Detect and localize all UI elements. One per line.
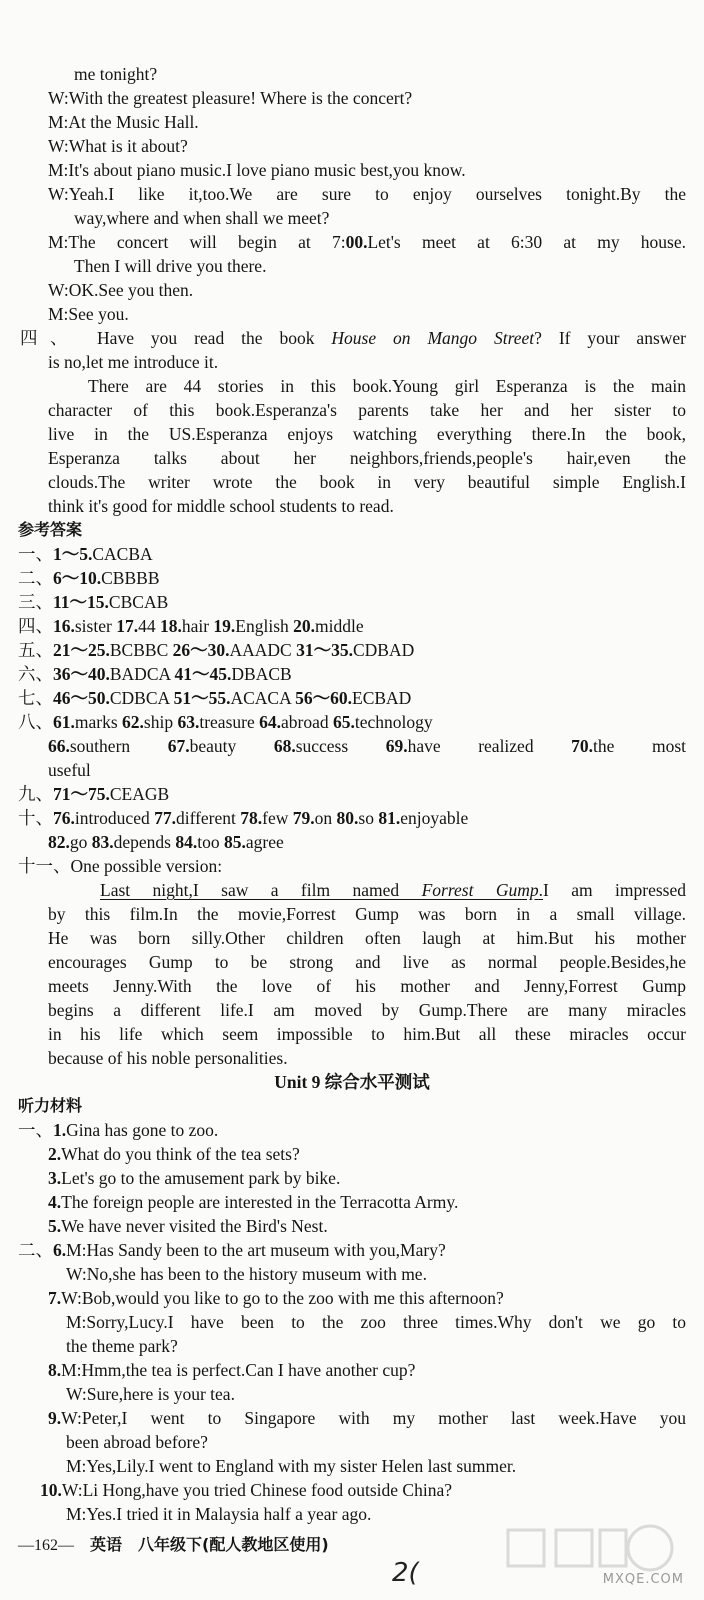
text-line: 7.W:Bob,would you like to go to the zoo with me this afternoon? <box>48 1288 504 1308</box>
text-line: W:Yeah.I like it,too.We are sure to enjoy ourselves tonight.By the <box>48 184 686 204</box>
text-line: been abroad before? <box>66 1432 208 1452</box>
text-line: Last night,I saw a film named Forrest Gump.I am impressed <box>100 880 686 900</box>
text-line: 二、6～10.CBBBB <box>18 568 160 588</box>
text-line: 五、21～25.BCBBC 26～30.AAADC 31～35.CDBAD <box>18 640 415 660</box>
text-line: 八、61.marks 62.ship 63.treasure 64.abroad 65.technology <box>18 712 433 732</box>
text-line: 四、 Have you read the book House on Mango Street? If your answer <box>20 328 686 348</box>
text-line: 66.southern 67.beauty 68.success 69.have realized 70.the most <box>48 736 686 756</box>
watermark-text: MXQE.COM <box>602 1572 684 1587</box>
page-footer <box>18 1532 329 1555</box>
unit-title: Unit 9 综合水平测试 <box>274 1072 430 1092</box>
text-line: because of his noble personalities. <box>48 1048 288 1068</box>
text-line: 三、11～15.CBCAB <box>18 592 169 612</box>
text-line: in his life which seem impossible to him.But all these miracles occur <box>48 1024 686 1044</box>
text-line: 2.What do you think of the tea sets? <box>48 1144 300 1164</box>
text-line: M:It's about piano music.I love piano music best,you know. <box>48 160 466 180</box>
text-line: W:Sure,here is your tea. <box>66 1384 235 1404</box>
text-line: think it's good for middle school students to read. <box>48 496 394 516</box>
text-line: 九、71～75.CEAGB <box>18 784 170 804</box>
text-line: begins a different life.I am moved by Gump.There are many miracles <box>48 1000 686 1020</box>
text-line: M:Sorry,Lucy.I have been to the zoo three times.Why don't we go to <box>66 1312 686 1332</box>
text-line: 9.W:Peter,I went to Singapore with my mother last week.Have you <box>48 1408 686 1428</box>
text-line: 六、36～40.BADCA 41～45.DBACB <box>18 664 292 684</box>
grade-label: 八年级下(配人教地区使用) <box>138 1535 329 1554</box>
text-line: M:At the Music Hall. <box>48 112 199 132</box>
text-line: by this film.In the movie,Forrest Gump was born in a small village. <box>48 904 686 924</box>
text-line: 5.We have never visited the Bird's Nest. <box>48 1216 328 1236</box>
text-line: Then I will drive you there. <box>74 256 267 276</box>
text-line: live in the US.Esperanza enjoys watching everything there.In the book, <box>48 424 686 444</box>
text-line: 十、76.introduced 77.different 78.few 79.on 80.so 81.enjoyable <box>18 808 469 828</box>
handwritten-mark: 2( <box>392 1558 419 1588</box>
text-line: 四、16.sister 17.44 18.hair 19.English 20.middle <box>18 616 364 636</box>
text-line: 4.The foreign people are interested in the Terracotta Army. <box>48 1192 459 1212</box>
text-line: 10.W:Li Hong,have you tried Chinese food outside China? <box>40 1480 452 1500</box>
text-line: 一、1.Gina has gone to zoo. <box>18 1120 219 1140</box>
text-line: W:What is it about? <box>48 136 188 156</box>
text-line: is no,let me introduce it. <box>48 352 219 372</box>
text-line: useful <box>48 760 91 780</box>
text-line: 十一、One possible version: <box>18 856 223 876</box>
text-line: 82.go 83.depends 84.too 85.agree <box>48 832 284 852</box>
text-line: me tonight? <box>74 64 158 84</box>
text-line: W:OK.See you then. <box>48 280 194 300</box>
section-heading: 听力材料 <box>18 1096 83 1115</box>
subject-label: 英语 <box>90 1535 123 1554</box>
text-line: W:No,she has been to the history museum with me. <box>66 1264 427 1284</box>
text-line: character of this book.Esperanza's parents take her and her sister to <box>48 400 686 420</box>
text-line: 七、46～50.CDBCA 51～55.ACACA 56～60.ECBAD <box>18 688 412 708</box>
text-line: W:With the greatest pleasure! Where is the concert? <box>48 88 413 108</box>
text-line: M:Yes,Lily.I went to England with my sister Helen last summer. <box>66 1456 517 1476</box>
text-line: the theme park? <box>66 1336 178 1356</box>
text-line: He was born silly.Other children often laugh at him.But his mother <box>48 928 686 948</box>
page-number: —162— <box>18 1537 74 1554</box>
text-line: meets Jenny.With the love of his mother and Jenny,Forrest Gump <box>48 976 686 996</box>
text-line: clouds.The writer wrote the book in very beautiful simple English.I <box>48 472 686 492</box>
text-line: 一、1～5.CACBA <box>18 544 153 564</box>
section-heading: 参考答案 <box>18 520 83 539</box>
text-line: 二、6.M:Has Sandy been to the art museum with you,Mary? <box>18 1240 446 1260</box>
text-line: Esperanza talks about her neighbors,friends,people's hair,even the <box>48 448 686 468</box>
text-line: encourages Gump to be strong and live as normal people.Besides,he <box>48 952 686 972</box>
text-line: 8.M:Hmm,the tea is perfect.Can I have another cup? <box>48 1360 416 1380</box>
text-line: M:See you. <box>48 304 129 324</box>
text-line: 3.Let's go to the amusement park by bike. <box>48 1168 341 1188</box>
text-line: M:The concert will begin at 7:00.Let's meet at 6:30 at my house. <box>48 232 687 252</box>
text-line: way,where and when shall we meet? <box>74 208 330 228</box>
text-line: There are 44 stories in this book.Young girl Esperanza is the main <box>88 376 686 396</box>
text-line: M:Yes.I tried it in Malaysia half a year ago. <box>66 1504 372 1524</box>
